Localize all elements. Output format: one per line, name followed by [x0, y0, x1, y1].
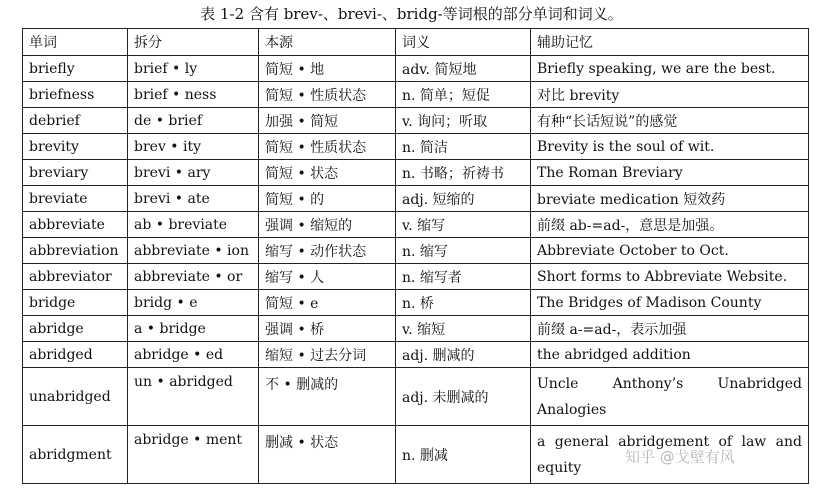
- meaning-cell: adj. 未删减的: [396, 368, 531, 426]
- header-row: [23, 29, 809, 56]
- memory-cell: 对比 brevity: [531, 82, 809, 108]
- origin-cell: 不 • 删减的: [259, 368, 396, 426]
- watermark: 知乎 @戈壁有风: [625, 448, 735, 466]
- meaning-cell: v. 询问；听取: [396, 108, 531, 134]
- meaning-cell: n. 书略；祈祷书: [396, 160, 531, 186]
- split-cell: un • abridged: [128, 368, 259, 426]
- table-row: [23, 160, 809, 186]
- split-cell: de • brief: [128, 108, 259, 134]
- word-cell: debrief: [23, 108, 128, 134]
- word-cell: abridgment: [23, 426, 128, 484]
- origin-cell: 简短 • 性质状态: [259, 134, 396, 160]
- memory-cell: 前缀 a-=ad-，表示加强: [531, 316, 809, 342]
- origin-cell: 简短 • 地: [259, 56, 396, 82]
- origin-cell: 缩短 • 过去分词: [259, 342, 396, 368]
- memory-cell: the abridged addition: [531, 342, 809, 368]
- split-cell: abbreviate • ion: [128, 238, 259, 264]
- table-row: [23, 134, 809, 160]
- word-cell: unabridged: [23, 368, 128, 426]
- table-row: [23, 238, 809, 264]
- meaning-cell: n. 简单；短促: [396, 82, 531, 108]
- origin-cell: 加强 • 简短: [259, 108, 396, 134]
- meaning-cell: adv. 简短地: [396, 56, 531, 82]
- table-row: [23, 212, 809, 238]
- table-row: [23, 368, 809, 426]
- split-cell: bridg • e: [128, 290, 259, 316]
- header-word: 单词: [23, 29, 128, 56]
- memory-cell: The Roman Breviary: [531, 160, 809, 186]
- table-row: [23, 342, 809, 368]
- meaning-cell: v. 缩短: [396, 316, 531, 342]
- origin-cell: 简短 • 性质状态: [259, 82, 396, 108]
- meaning-cell: v. 缩写: [396, 212, 531, 238]
- memory-cell: Short forms to Abbreviate Website.: [531, 264, 809, 290]
- word-cell: abridge: [23, 316, 128, 342]
- meaning-cell: adj. 短缩的: [396, 186, 531, 212]
- meaning-cell: n. 桥: [396, 290, 531, 316]
- table-caption: 表 1-2 含有 brev-、brevi-、bridg-等词根的部分单词和词义。: [200, 5, 623, 23]
- origin-cell: 简短 • 状态: [259, 160, 396, 186]
- word-cell: breviary: [23, 160, 128, 186]
- memory-cell: Uncle Anthony’s Unabridged Analogies: [531, 368, 809, 426]
- origin-cell: 缩写 • 动作状态: [259, 238, 396, 264]
- meaning-cell: n. 删减: [396, 426, 531, 484]
- memory-cell: Brevity is the soul of wit.: [531, 134, 809, 160]
- table-row: [23, 108, 809, 134]
- split-cell: abridge • ment: [128, 426, 259, 484]
- split-cell: brevi • ary: [128, 160, 259, 186]
- header-meaning: 词义: [396, 29, 531, 56]
- split-cell: brief • ly: [128, 56, 259, 82]
- word-cell: abbreviate: [23, 212, 128, 238]
- memory-cell: 有种“长话短说”的感觉: [531, 108, 809, 134]
- memory-cell: 前缀 ab-=ad-，意思是加强。: [531, 212, 809, 238]
- split-cell: a • bridge: [128, 316, 259, 342]
- meaning-cell: adj. 删减的: [396, 342, 531, 368]
- memory-cell: a general abridgement of law and equity: [531, 426, 809, 484]
- split-cell: abridge • ed: [128, 342, 259, 368]
- split-cell: brief • ness: [128, 82, 259, 108]
- meaning-cell: n. 简洁: [396, 134, 531, 160]
- table-row: [23, 82, 809, 108]
- header-origin: 本源: [259, 29, 396, 56]
- origin-cell: 强调 • 缩短的: [259, 212, 396, 238]
- word-cell: abbreviator: [23, 264, 128, 290]
- split-cell: brev • ity: [128, 134, 259, 160]
- memory-cell: Briefly speaking, we are the best.: [531, 56, 809, 82]
- table-row: [23, 186, 809, 212]
- table-row: [23, 56, 809, 82]
- word-cell: briefly: [23, 56, 128, 82]
- origin-cell: 强调 • 桥: [259, 316, 396, 342]
- word-cell: abbreviation: [23, 238, 128, 264]
- header-memory: 辅助记忆: [531, 29, 809, 56]
- table-row: [23, 316, 809, 342]
- word-cell: brevity: [23, 134, 128, 160]
- word-cell: bridge: [23, 290, 128, 316]
- origin-cell: 删减 • 状态: [259, 426, 396, 484]
- memory-cell: breviate medication 短效药: [531, 186, 809, 212]
- word-cell: abridged: [23, 342, 128, 368]
- table-row: [23, 264, 809, 290]
- origin-cell: 缩写 • 人: [259, 264, 396, 290]
- word-cell: breviate: [23, 186, 128, 212]
- split-cell: brevi • ate: [128, 186, 259, 212]
- split-cell: ab • breviate: [128, 212, 259, 238]
- meaning-cell: n. 缩写: [396, 238, 531, 264]
- split-cell: abbreviate • or: [128, 264, 259, 290]
- origin-cell: 简短 • 的: [259, 186, 396, 212]
- word-root-table: [22, 28, 809, 484]
- word-cell: briefness: [23, 82, 128, 108]
- table-row: [23, 290, 809, 316]
- header-split: 拆分: [128, 29, 259, 56]
- memory-cell: The Bridges of Madison County: [531, 290, 809, 316]
- meaning-cell: n. 缩写者: [396, 264, 531, 290]
- origin-cell: 简短 • e: [259, 290, 396, 316]
- memory-cell: Abbreviate October to Oct.: [531, 238, 809, 264]
